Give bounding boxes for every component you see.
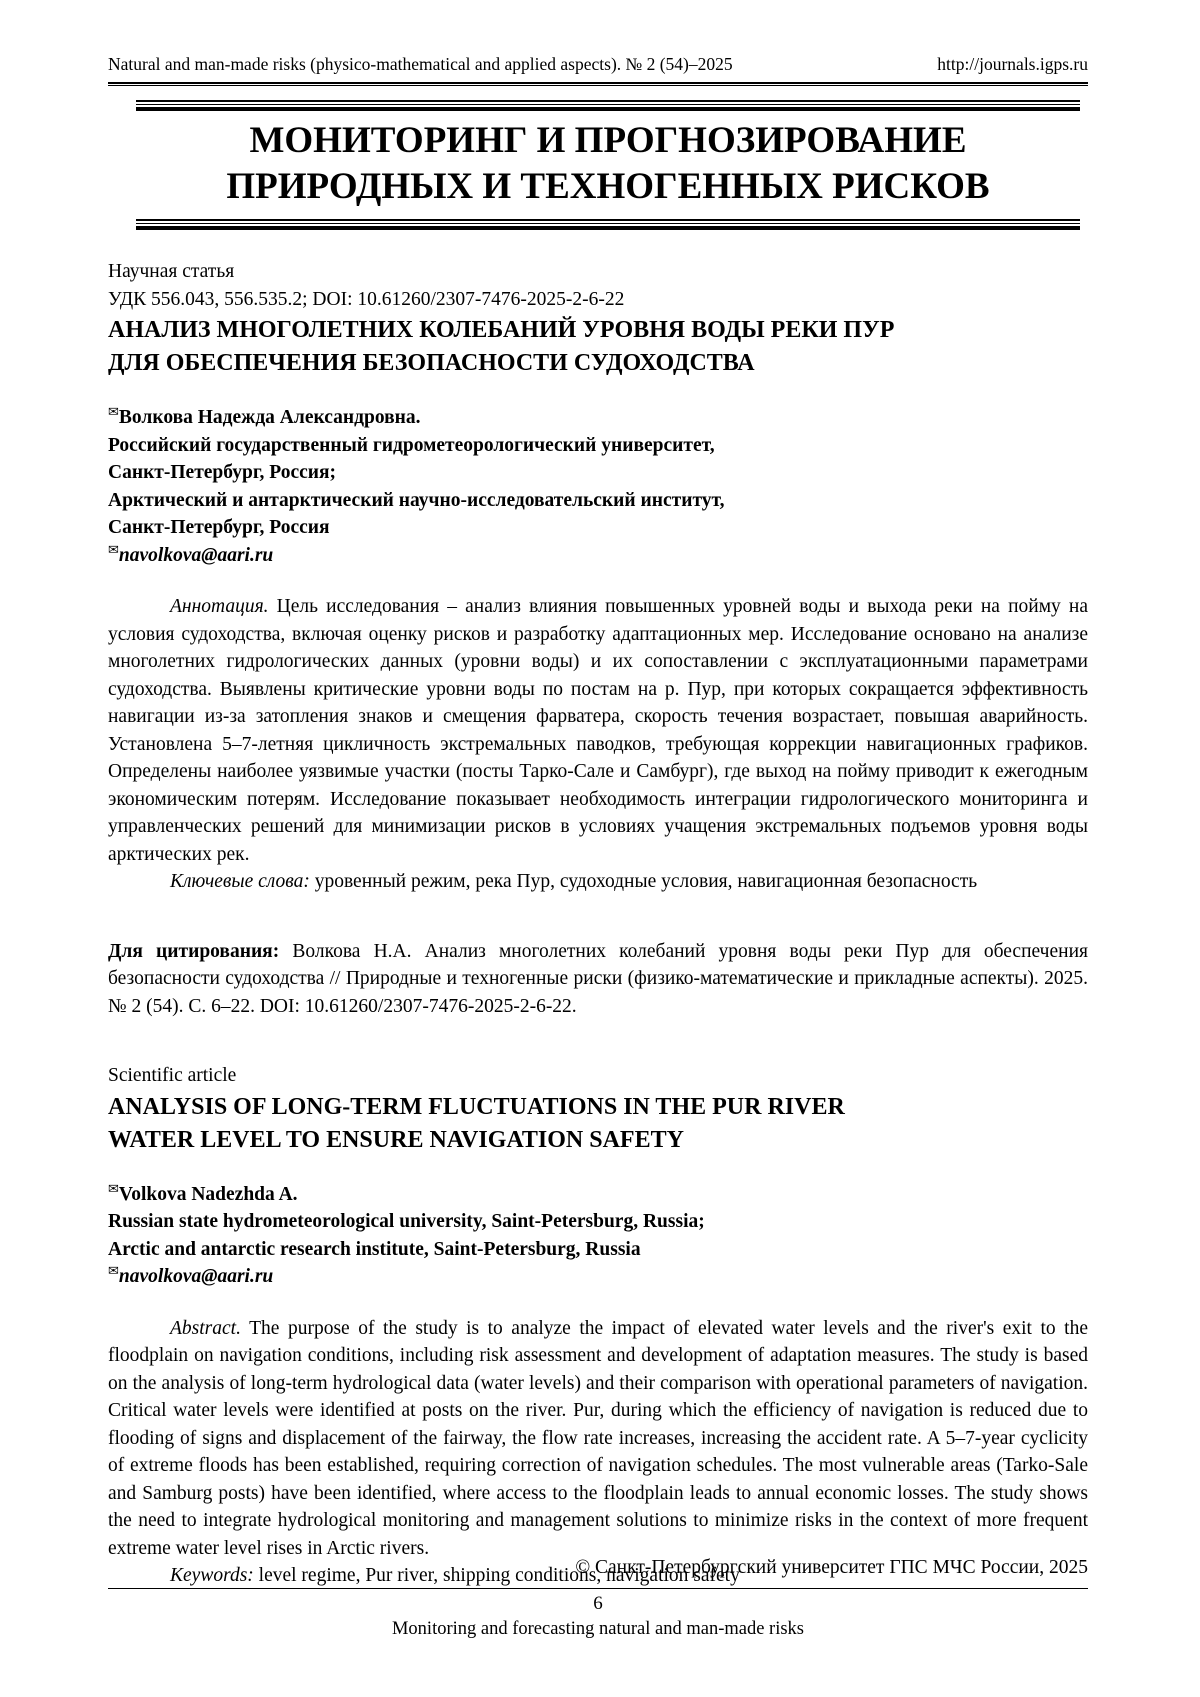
- affiliation-en-2: Arctic and antarctic research institute, Saint-Petersburg, Russia: [108, 1238, 641, 1260]
- envelope-icon: ✉: [108, 542, 119, 558]
- article-title-en: [108, 1091, 1088, 1157]
- envelope-icon: ✉: [108, 405, 119, 420]
- citation-ru: [108, 938, 1088, 1021]
- abstract-ru: [108, 593, 1088, 868]
- author-email-en[interactable]: navolkova@aari.ru: [118, 1266, 274, 1287]
- article-title-ru: [108, 314, 1088, 380]
- keywords-ru: [108, 868, 1088, 896]
- section-title-line2: ПРИРОДНЫХ И ТЕХНОГЕННЫХ РИСКОВ: [226, 166, 990, 207]
- keywords-en-label: Keywords:: [170, 1565, 254, 1586]
- affiliation-en-1: Russian state hydrometeorological university, Saint-Petersburg, Russia;: [108, 1211, 705, 1232]
- affiliation-ru-2-city: Санкт-Петербург, Россия: [108, 517, 330, 538]
- article-title-en-line1: ANALYSIS OF LONG-TERM FLUCTUATIONS IN THE PUR RIVER: [108, 1093, 845, 1120]
- page-number: 6: [593, 1593, 603, 1614]
- article-type-ru: Научная статья: [108, 261, 235, 282]
- affiliation-ru-1-city: Санкт-Петербург, Россия;: [108, 462, 337, 483]
- footer-rule: [108, 1588, 1088, 1589]
- envelope-icon: ✉: [108, 1181, 119, 1197]
- article-title-ru-line2: ДЛЯ ОБЕСПЕЧЕНИЯ БЕЗОПАСНОСТИ СУДОХОДСТВА: [108, 350, 755, 376]
- keywords-en-text: level regime, Pur river, shipping conditions, navigation safety: [258, 1565, 740, 1586]
- copyright-line: © Санкт-Петербургский университет ГПС МЧС России, 2025: [575, 1557, 1088, 1578]
- running-head: [108, 52, 1088, 76]
- article-meta-en: [108, 1062, 1088, 1090]
- udc-doi-line: УДК 556.043, 556.535.2; DOI: 10.61260/2307-7476-2025-2-6-22: [108, 288, 625, 310]
- abstract-en: [108, 1315, 1088, 1563]
- citation-ru-label: Для цитирования:: [108, 940, 280, 962]
- abstract-en-text: The purpose of the study is to analyze the impact of elevated water levels and the river's exit to the floodplain on navigation conditions, including risk assessment and development of adaptation measures. The study is based on the analysis of long-term hydrological data (water levels) and their comparison with operational parameters of navigation. Critical water levels were identified at posts on the river. Pur, during which the efficiency of navigation is reduced due to flooding of signs and displacement of the fairway, the flow rate increases, increasing the accident rate. A 5–7-year cyclicity of extreme floods has been established, requiring correction of navigation schedules. The most vulnerable areas (Tarko-Sale and Samburg posts) have been identified, where access to the floodplain leads to annual economic losses. The study shows the need to integrate hydrological monitoring and management solutions to minimize risks in the context of more frequent extreme water level rises in Arctic rivers.: [108, 1317, 1088, 1559]
- section-title-line1: МОНИТОРИНГ И ПРОГНОЗИРОВАНИЕ: [249, 120, 967, 161]
- keywords-ru-text: уровенный режим, река Пур, судоходные условия, навигационная безопасность: [314, 871, 978, 892]
- section-title: [136, 111, 1080, 219]
- author-block-en: [108, 1181, 1088, 1291]
- author-name-ru: Волкова Надежда Александровна.: [118, 407, 421, 428]
- affiliation-ru-2: Арктический и антарктический научно-исследовательский институт,: [108, 489, 725, 511]
- article-title-en-line2: WATER LEVEL TO ENSURE NAVIGATION SAFETY: [108, 1126, 684, 1153]
- author-email-ru-line: [108, 542, 1088, 570]
- article-title-ru-line1: АНАЛИЗ МНОГОЛЕТНИХ КОЛЕБАНИЙ УРОВНЯ ВОДЫ РЕКИ ПУР: [108, 317, 895, 343]
- banner-top-rule: [136, 100, 1080, 111]
- abstract-ru-label: Аннотация.: [170, 596, 269, 617]
- page-footer: [108, 1554, 1088, 1642]
- section-banner: [136, 100, 1080, 230]
- envelope-icon: ✉: [108, 1264, 119, 1279]
- author-email-en-line: [108, 1263, 1088, 1291]
- affiliation-ru-1: Российский государственный гидрометеорологический университет,: [108, 434, 715, 456]
- author-name-en-line: [108, 1181, 1088, 1209]
- abstract-ru-text: Цель исследования – анализ влияния повышенных уровней воды и выхода реки на пойму на условия судоходства, включая оценку рисков и разработку адаптационных мер. Исследование основано на анализе многолетних гидрологических данных (уровни воды) и их сопоставлении с эксплуатационными параметрами судоходства. Выявлены критические уровни воды по постам на р. Пур, при которых сокращается эффективность навигации из-за затопления знаков и смещения фарватера, скорость течения возрастает, повышая аварийность. Установлена 5–7-летняя цикличность экстремальных паводков, требующая коррекции навигационных графиков. Определены наиболее уязвимые участки (посты Тарко-Сале и Самбург), где выход на пойму приводит к ежегодным экономическим потерям. Исследование показывает необходимость интеграции гидрологического мониторинга и управленческих решений для минимизации рисков в условиях учащения экстремальных подъемов уровня воды арктических рек.: [108, 596, 1089, 865]
- author-name-en: Volkova Nadezhda A.: [118, 1183, 298, 1205]
- header-rule: [108, 82, 1088, 86]
- article-body: [108, 258, 1088, 1590]
- citation-ru-text: Волкова Н.А. Анализ многолетних колебаний уровня воды реки Пур для обеспечения безопасности судоходства // Природные и техногенные риски (физико-математические и прикладные аспекты). 2025. № 2 (54). С. 6–22. DOI: 10.61260/2307-7476-2025-2-6-22.: [108, 940, 1088, 1017]
- journal-url-link[interactable]: http://journals.igps.ru: [937, 54, 1088, 74]
- journal-issue-title: Natural and man-made risks (physico-mathematical and applied aspects). № 2 (54)–2025: [108, 54, 733, 74]
- author-name-ru-line: [108, 404, 1088, 432]
- running-footer-title: Monitoring and forecasting natural and man-made risks: [391, 1619, 805, 1639]
- abstract-en-label: Abstract.: [170, 1317, 241, 1339]
- article-meta-ru: [108, 258, 1088, 313]
- banner-bottom-rule: [136, 219, 1080, 230]
- author-email-ru[interactable]: navolkova@aari.ru: [118, 544, 274, 566]
- author-block-ru: [108, 404, 1088, 569]
- keywords-ru-label: Ключевые слова:: [170, 871, 310, 892]
- article-type-en: Scientific article: [108, 1065, 237, 1086]
